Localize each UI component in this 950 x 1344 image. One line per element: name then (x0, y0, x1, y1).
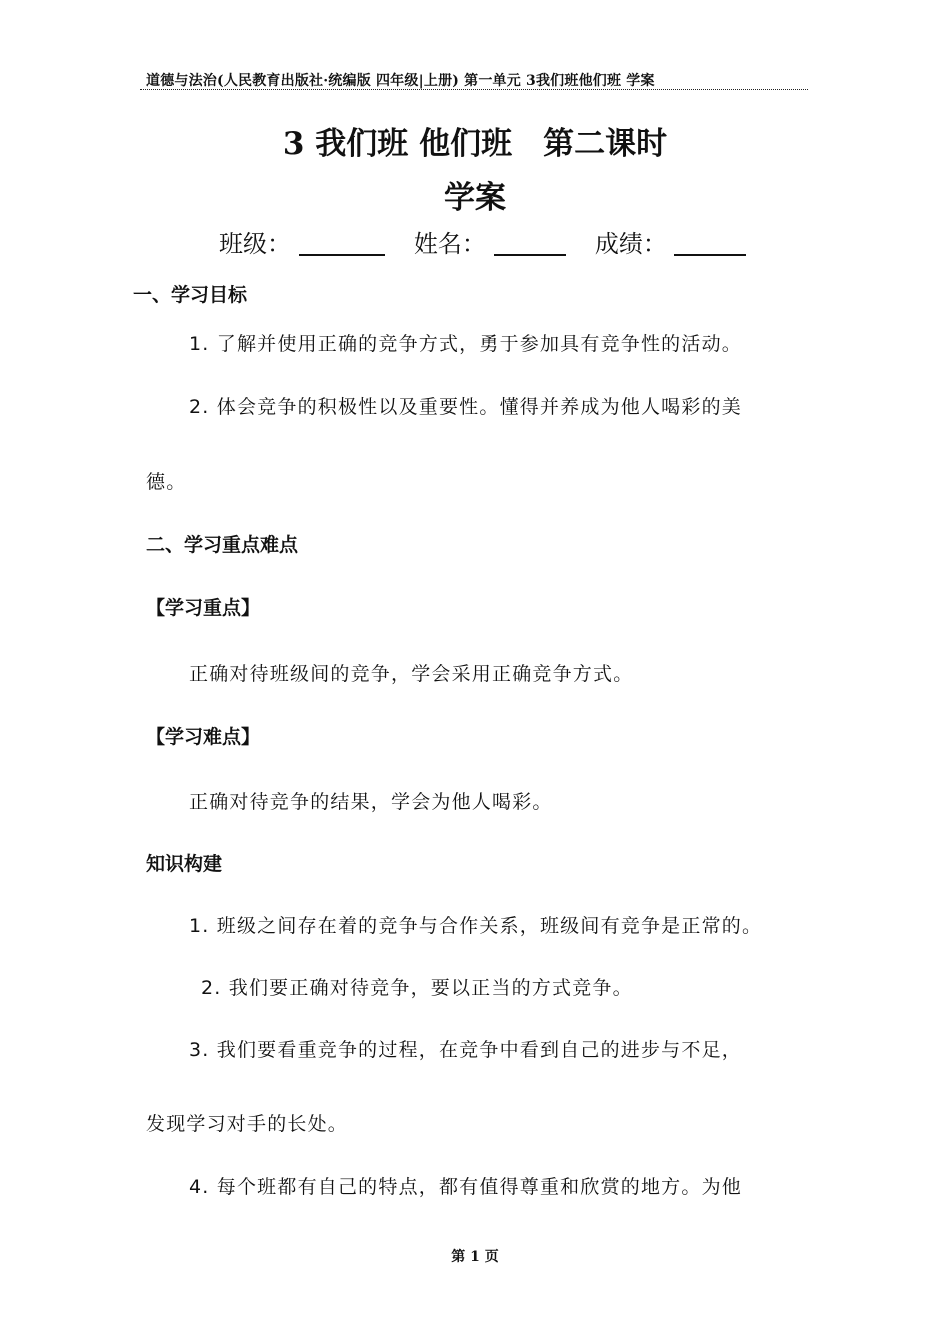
info-row (219, 224, 746, 259)
page-number: 第 1 页 (451, 1249, 499, 1265)
document-subtitle: 学案 (444, 180, 506, 216)
knowledge-item-2: 2. 我们要正确对待竞争，要以正当的方式竞争。 (201, 977, 633, 999)
knowledge-item-4: 4. 每个班都有自己的特点，都有值得尊重和欣赏的地方。为他 (189, 1176, 742, 1198)
running-header: 道德与法治(人民教育出版社·统编版 四年级|上册) 第一单元 3我们班他们班 学案 (146, 73, 655, 89)
header-divider (140, 89, 808, 90)
objective-item-1: 1. 了解并使用正确的竞争方式，勇于参加具有竞争性的活动。 (189, 333, 742, 355)
difficulty-label: 【学习难点】 (146, 726, 261, 748)
score-field[interactable] (674, 230, 746, 256)
objective-item-2-continued: 德。 (146, 471, 187, 493)
class-label: 班级： (219, 230, 291, 258)
score-label: 成绩： (594, 230, 667, 258)
knowledge-item-3: 3. 我们要看重竞争的过程，在竞争中看到自己的进步与不足， (189, 1039, 742, 1061)
class-field[interactable] (299, 230, 385, 256)
name-field[interactable] (494, 230, 566, 256)
focus-label: 【学习重点】 (146, 597, 261, 619)
section-heading-key-points: 二、学习重点难点 (146, 534, 299, 556)
name-label: 姓名： (413, 230, 486, 258)
objective-item-2: 2. 体会竞争的积极性以及重要性。懂得并养成为他人喝彩的美 (189, 396, 742, 418)
focus-text: 正确对待班级间的竞争，学会采用正确竞争方式。 (189, 663, 634, 685)
document-title: 3 我们班 他们班 第二课时 (282, 126, 668, 162)
difficulty-text: 正确对待竞争的结果，学会为他人喝彩。 (189, 791, 553, 813)
section-heading-knowledge: 知识构建 (146, 853, 223, 875)
section-heading-objectives: 一、学习目标 (133, 284, 248, 306)
knowledge-item-1: 1. 班级之间存在着的竞争与合作关系，班级间有竞争是正常的。 (189, 915, 763, 937)
knowledge-item-3-continued: 发现学习对手的长处。 (146, 1113, 349, 1135)
